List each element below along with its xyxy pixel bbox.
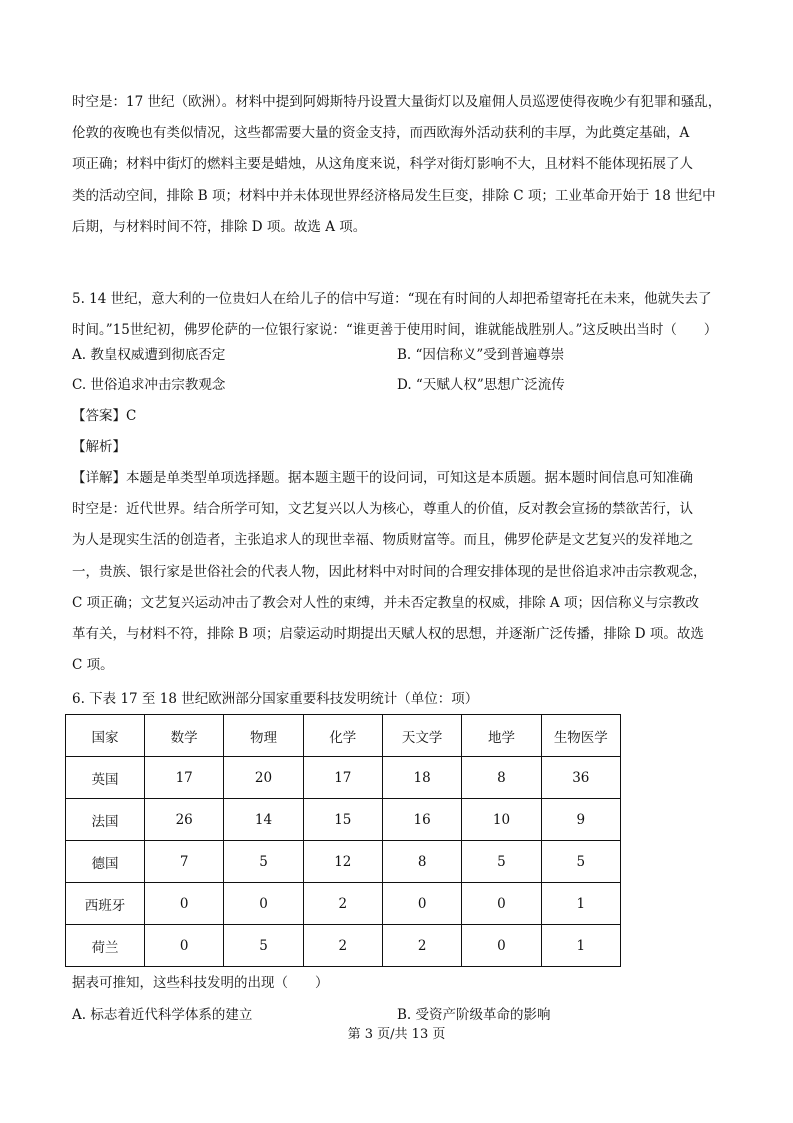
table-cell: 0 xyxy=(462,883,541,925)
text-line: 一，贵族、银行家是世俗社会的代表人物，因此材料中对时间的合理安排体现的是世俗追求冲击宗教观念， xyxy=(72,563,707,580)
header-cell: 天文学 xyxy=(382,715,461,757)
option-b: B. 受资产阶级革命的影响 xyxy=(397,1007,551,1023)
table-cell: 7 xyxy=(145,841,224,883)
invention-stats-table xyxy=(65,714,621,967)
table-cell: 20 xyxy=(224,757,303,799)
header-cell: 生物医学 xyxy=(541,715,620,757)
text-line: 【详解】本题是单类型单项选择题。据本题主题干的设问词，可知这是本质题。据本题时间信息可知准确 xyxy=(72,470,693,486)
text-line: 类的活动空间，排除 B 项；材料中并未体现世界经济格局发生巨变，排除 C 项；工业革命开始于 18 世纪中 xyxy=(72,187,716,204)
question-6-question: 据表可推知，这些科技发明的出现（ ） xyxy=(72,975,329,991)
prev-analysis xyxy=(72,87,724,243)
table-cell: 德国 xyxy=(66,841,145,883)
table-cell: 8 xyxy=(382,841,461,883)
text-line: 时空是：17 世纪（欧洲）。材料中提到阿姆斯特丹设置大量街灯以及雇佣人员巡逻使得夜晚少有犯罪和骚乱， xyxy=(72,94,722,110)
table-cell: 5 xyxy=(224,925,303,967)
text-line: C 项正确；文艺复兴运动冲击了教会对人性的束缚，并未否定教皇的权威，排除 A 项；因信称义与宗教改 xyxy=(72,594,699,611)
option-b: B. “因信称义”受到普遍尊崇 xyxy=(397,347,565,363)
header-cell: 物理 xyxy=(224,715,303,757)
text-line: 伦敦的夜晚也有类似情况，这些都需要大量的资金支持，而西欧海外活动获利的丰厚，为此奠定基础，A xyxy=(72,125,690,142)
table-cell: 12 xyxy=(303,841,382,883)
table-cell: 英国 xyxy=(66,757,145,799)
table-row xyxy=(66,841,621,883)
table-cell: 5 xyxy=(224,841,303,883)
text-line: 为人是现实生活的创造者，主张追求人的现世幸福、物质财富等。而且，佛罗伦萨是文艺复兴的发祥地之 xyxy=(72,532,693,549)
question-5-detail xyxy=(72,463,724,681)
table-cell: 8 xyxy=(462,757,541,799)
table-cell: 17 xyxy=(303,757,382,799)
option-a: A. 标志着近代科学体系的建立 xyxy=(72,1007,253,1023)
table-cell: 0 xyxy=(462,925,541,967)
table-row xyxy=(66,925,621,967)
table-cell: 0 xyxy=(145,883,224,925)
text-line: 时间。”15世纪初，佛罗伦萨的一位银行家说：“谁更善于使用时间，谁就能战胜别人。”这反映出当时（ ） xyxy=(72,322,718,338)
table-cell: 法国 xyxy=(66,799,145,841)
table-row xyxy=(66,757,621,799)
text-line: 革有关，与材料不符，排除 B 项；启蒙运动时期提出天赋人权的思想，并逐渐广泛传播，排除 D 项。故选 xyxy=(72,625,704,642)
answer-line xyxy=(72,401,136,432)
option-d: D. “天赋人权”思想广泛流传 xyxy=(397,377,565,393)
table-cell: 14 xyxy=(224,799,303,841)
question-6-intro: 6. 下表 17 至 18 世纪欧洲部分国家重要科技发明统计（单位：项） xyxy=(72,691,479,707)
table-cell: 西班牙 xyxy=(66,883,145,925)
table-cell: 26 xyxy=(145,799,224,841)
option-a: A. 教皇权威遭到彻底否定 xyxy=(72,347,226,363)
text-line: 项正确；材料中街灯的燃料主要是蜡烛，从这角度来说，科学对街灯影响不大，且材料不能体现拓展了人 xyxy=(72,156,693,173)
analysis-label: 【解析】 xyxy=(72,439,126,455)
table-cell: 2 xyxy=(303,883,382,925)
header-cell: 数学 xyxy=(145,715,224,757)
table-cell: 5 xyxy=(462,841,541,883)
table-cell: 0 xyxy=(224,883,303,925)
text-line: C 项。 xyxy=(72,657,114,674)
question-5-stem xyxy=(72,284,724,346)
table-cell: 17 xyxy=(145,757,224,799)
question-5-options-row-2 xyxy=(72,370,724,401)
header-cell: 地学 xyxy=(462,715,541,757)
table-cell: 36 xyxy=(541,757,620,799)
page-number: 第 3 页/共 13 页 xyxy=(347,1027,446,1042)
table-cell: 荷兰 xyxy=(66,925,145,967)
table-cell: 2 xyxy=(303,925,382,967)
text-line: 后期，与材料时间不符，排除 D 项。故选 A 项。 xyxy=(72,218,367,235)
table-row xyxy=(66,883,621,925)
table-cell: 0 xyxy=(145,925,224,967)
table-cell: 2 xyxy=(382,925,461,967)
table-cell: 1 xyxy=(541,925,620,967)
table-cell: 5 xyxy=(541,841,620,883)
option-c: C. 世俗追求冲击宗教观念 xyxy=(72,377,226,393)
answer-label: 【答案】 xyxy=(72,408,126,424)
table-cell: 18 xyxy=(382,757,461,799)
table-header-row xyxy=(66,715,621,757)
table-cell: 10 xyxy=(462,799,541,841)
table-cell: 9 xyxy=(541,799,620,841)
text-line: 5. 14 世纪，意大利的一位贵妇人在给儿子的信中写道：“现在有时间的人却把希望寄托在未来，他就失去了 xyxy=(72,291,712,307)
table-cell: 15 xyxy=(303,799,382,841)
answer-value: C xyxy=(126,408,137,424)
table-cell: 0 xyxy=(382,883,461,925)
header-cell: 国家 xyxy=(66,715,145,757)
text-line: 时空是：近代世界。结合所学可知，文艺复兴以人为核心，尊重人的价值，反对教会宣扬的禁欲苦行，认 xyxy=(72,501,693,518)
table-row xyxy=(66,799,621,841)
table-cell: 16 xyxy=(382,799,461,841)
question-5-options-row-1 xyxy=(72,340,724,371)
header-cell: 化学 xyxy=(303,715,382,757)
table-cell: 1 xyxy=(541,883,620,925)
